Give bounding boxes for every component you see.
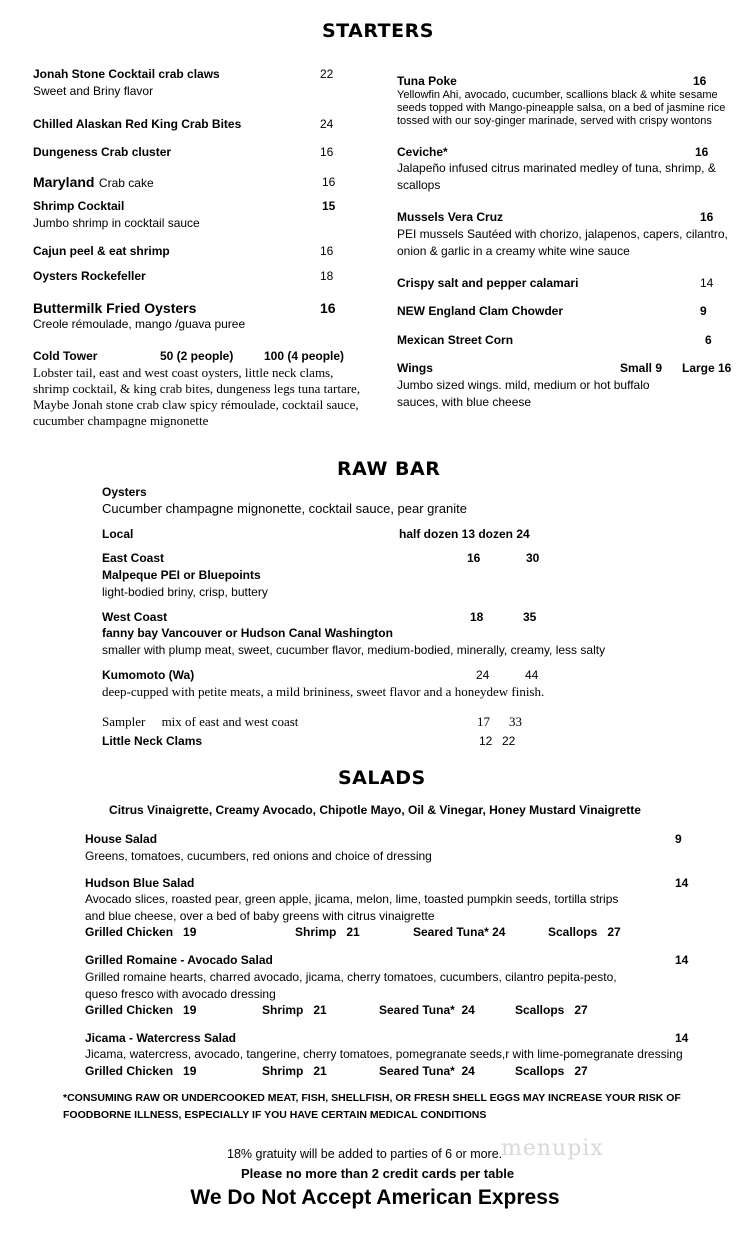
menu-item-price: 16 xyxy=(693,74,707,88)
oyster-west-varieties: fanny bay Vancouver or Hudson Canal Washington xyxy=(102,626,393,640)
salad-romaine-desc-line: Grilled romaine hearts, charred avocado, jicama, cherry tomatoes, cucumbers, cilantro pepita-pesto, xyxy=(85,970,617,984)
menu-item-name: Tuna Poke xyxy=(397,74,457,88)
oyster-kumomoto-dozen: 44 xyxy=(525,668,539,682)
menu-item-name-rest: Crab cake xyxy=(98,176,154,190)
clams-name: Little Neck Clams xyxy=(102,734,203,748)
menu-item-name: Dungeness Crab cluster xyxy=(33,145,172,159)
starters-title: STARTERS xyxy=(322,20,434,42)
salad-romaine-name: Grilled Romaine - Avocado Salad xyxy=(85,953,273,967)
salad-dressings: Citrus Vinaigrette, Creamy Avocado, Chipotle Mayo, Oil & Vinegar, Honey Mustard Vinaigrette xyxy=(109,803,641,817)
salad-house-desc: Greens, tomatoes, cucumbers, red onions and choice of dressing xyxy=(85,849,432,863)
menu-item-price: 16 xyxy=(700,210,714,224)
salad-hudson-name: Hudson Blue Salad xyxy=(85,876,195,890)
salad-addon: Grilled Chicken 19 xyxy=(85,1064,197,1078)
health-warning-line: *CONSUMING RAW OR UNDERCOOKED MEAT, FISH, SHELLFISH, OR FRESH SHELL EGGS MAY INCREASE YOUR RISK OF xyxy=(63,1092,681,1104)
menu-item-name: Ceviche* xyxy=(397,145,448,159)
oyster-east-name: East Coast xyxy=(102,551,165,565)
oysters-desc: Cucumber champagne mignonette, cocktail sauce, pear granite xyxy=(102,501,467,516)
menu-item-name: Crispy salt and pepper calamari xyxy=(397,276,579,290)
oyster-west-dozen: 35 xyxy=(523,610,537,624)
gratuity-note: 18% gratuity will be added to parties of 6 or more. xyxy=(227,1147,503,1161)
sampler-name: Sampler mix of east and west coast xyxy=(102,714,299,729)
menu-item-price-large: Large 16 xyxy=(682,361,732,375)
oysters-heading: Oysters xyxy=(102,485,147,499)
salad-hudson-desc-line: and blue cheese, over a bed of baby greens with citrus vinaigrette xyxy=(85,909,435,923)
menu-item-price: 9 xyxy=(700,304,707,318)
menu-item-desc-line: Jalapeño infused citrus marinated medley of tuna, shrimp, & xyxy=(397,161,716,175)
cold-tower-name: Cold Tower xyxy=(33,349,98,363)
salad-hudson-desc-line: Avocado slices, roasted pear, green apple, jicama, melon, lime, toasted pumpkin seeds, tortilla strips xyxy=(85,892,619,906)
sampler-dozen: 33 xyxy=(509,714,522,729)
salad-addon: Seared Tuna* 24 xyxy=(379,1003,475,1017)
menu-item-price: 6 xyxy=(705,333,712,347)
cold-tower-desc-line: Lobster tail, east and west coast oysters, little neck clams, xyxy=(33,365,334,380)
menu-item-desc: Sweet and Briny flavor xyxy=(33,84,154,98)
menu-item-desc-line: PEI mussels Sautéed with chorizo, jalapenos, capers, cilantro, xyxy=(397,227,728,241)
oyster-kumomoto-name: Kumomoto (Wa) xyxy=(102,668,195,682)
menu-item-price: 15 xyxy=(322,199,336,213)
menu-item-desc: Jumbo shrimp in cocktail sauce xyxy=(33,216,200,230)
menu-item-name: Wings xyxy=(397,361,433,375)
menu-item-price: 14 xyxy=(700,276,714,290)
salads-title: SALADS xyxy=(338,767,426,789)
menu-item-price-small: Small 9 xyxy=(620,361,663,375)
salad-jicama-price: 14 xyxy=(675,1031,689,1045)
salad-addon: Shrimp 21 xyxy=(262,1003,327,1017)
clams-dozen: 22 xyxy=(502,734,516,748)
menu-item-name: NEW England Clam Chowder xyxy=(397,304,564,318)
salad-addon: Grilled Chicken 19 xyxy=(85,925,197,939)
salad-jicama-desc: Jicama, watercress, avocado, tangerine, cherry tomatoes, pomegranate seeds,r with lime-pomegranate dressing xyxy=(85,1047,683,1061)
menu-item-name: Oysters Rockefeller xyxy=(33,269,146,283)
credit-card-note: Please no more than 2 credit cards per table xyxy=(241,1166,515,1181)
sampler-half: 17 xyxy=(477,714,490,729)
menu-item-price: 16 xyxy=(320,300,336,316)
menu-item-desc-line: sauces, with blue cheese xyxy=(397,395,532,409)
salad-house-price: 9 xyxy=(675,832,682,846)
salad-addon: Seared Tuna* 24 xyxy=(379,1064,475,1078)
amex-note: We Do Not Accept American Express xyxy=(190,1186,560,1209)
menu-item-desc-line: scallops xyxy=(397,178,441,192)
raw-bar-title: RAW BAR xyxy=(337,458,441,480)
menu-item-name-group xyxy=(33,174,154,192)
menu-item-price: 24 xyxy=(320,117,334,131)
menu-item-price: 16 xyxy=(322,175,336,189)
salad-house-name: House Salad xyxy=(85,832,158,846)
cold-tower-price-large: 100 (4 people) xyxy=(264,349,345,363)
oyster-kumomoto-desc: deep-cupped with petite meats, a mild brininess, sweet flavor and a honeydew finish. xyxy=(102,684,545,699)
menu-item-desc-line: seeds topped with Mango-pineapple salsa, on a bed of jasmine rice xyxy=(397,102,726,114)
menu-item-price: 16 xyxy=(320,145,334,159)
menu-item-name: Mexican Street Corn xyxy=(397,333,514,347)
cold-tower-desc-line: shrimp cocktail, & king crab bites, dungeness legs tuna tartare, xyxy=(33,381,361,396)
salad-addon: Seared Tuna* 24 xyxy=(413,925,506,939)
health-warning-line: FOODBORNE ILLNESS, ESPECIALLY IF YOU HAVE CERTAIN MEDICAL CONDITIONS xyxy=(63,1109,487,1121)
salad-jicama-name: Jicama - Watercress Salad xyxy=(85,1031,236,1045)
menu-item-desc-line: Yellowfin Ahi, avocado, cucumber, scallions black & white sesame xyxy=(397,89,718,101)
oyster-east-varieties: Malpeque PEI or Bluepoints xyxy=(102,568,261,582)
menu-item-name: Maryland xyxy=(33,174,95,190)
menu-item-desc-line: tossed with our soy-ginger marinade, served with crispy wontons xyxy=(397,115,712,127)
oyster-local-name: Local xyxy=(102,527,134,541)
cold-tower-desc-line: cucumber champagne mignonette xyxy=(33,413,209,428)
clams-half: 12 xyxy=(479,734,493,748)
oyster-east-half: 16 xyxy=(467,551,481,565)
oyster-west-desc: smaller with plump meat, sweet, cucumber flavor, medium-bodied, minerally, creamy, less salty xyxy=(102,643,606,657)
oyster-local-price: half dozen 13 dozen 24 xyxy=(399,527,530,541)
watermark: menupix xyxy=(501,1136,604,1161)
salad-addon: Shrimp 21 xyxy=(295,925,360,939)
cold-tower-desc-line: Maybe Jonah stone crab claw spicy rémoulade, cocktail sauce, xyxy=(33,397,359,412)
menu-item-desc-line: Jumbo sized wings. mild, medium or hot buffalo xyxy=(397,378,650,392)
menu-item-name: Jonah Stone Cocktail crab claws xyxy=(33,67,220,81)
menu-item-desc: Creole rémoulade, mango /guava puree xyxy=(33,317,246,331)
salad-hudson-price: 14 xyxy=(675,876,689,890)
salad-romaine-price: 14 xyxy=(675,953,689,967)
oyster-kumomoto-half: 24 xyxy=(476,668,490,682)
menu-item-name: Chilled Alaskan Red King Crab Bites xyxy=(33,117,242,131)
cold-tower-price-small: 50 (2 people) xyxy=(160,349,234,363)
salad-addon: Grilled Chicken 19 xyxy=(85,1003,197,1017)
salad-addon: Scallops 27 xyxy=(515,1064,588,1078)
salad-romaine-desc-line: queso fresco with avocado dressing xyxy=(85,987,276,1001)
menu-item-price: 22 xyxy=(320,67,334,81)
oyster-west-half: 18 xyxy=(470,610,484,624)
oyster-east-desc: light-bodied briny, crisp, buttery xyxy=(102,585,268,599)
menu-item-price: 16 xyxy=(320,244,334,258)
menu-item-name: Buttermilk Fried Oysters xyxy=(33,300,197,316)
salad-addon: Scallops 27 xyxy=(515,1003,588,1017)
menu-item-price: 16 xyxy=(695,145,709,159)
menu-item-name: Cajun peel & eat shrimp xyxy=(33,244,170,258)
salad-addon: Shrimp 21 xyxy=(262,1064,327,1078)
menu-item-price: 18 xyxy=(320,269,334,283)
oyster-west-name: West Coast xyxy=(102,610,168,624)
menu-item-desc-line: onion & garlic in a creamy white wine sauce xyxy=(397,244,630,258)
menu-item-name: Shrimp Cocktail xyxy=(33,199,125,213)
menu-item-name: Mussels Vera Cruz xyxy=(397,210,504,224)
oyster-east-dozen: 30 xyxy=(526,551,540,565)
salad-addon: Scallops 27 xyxy=(548,925,621,939)
